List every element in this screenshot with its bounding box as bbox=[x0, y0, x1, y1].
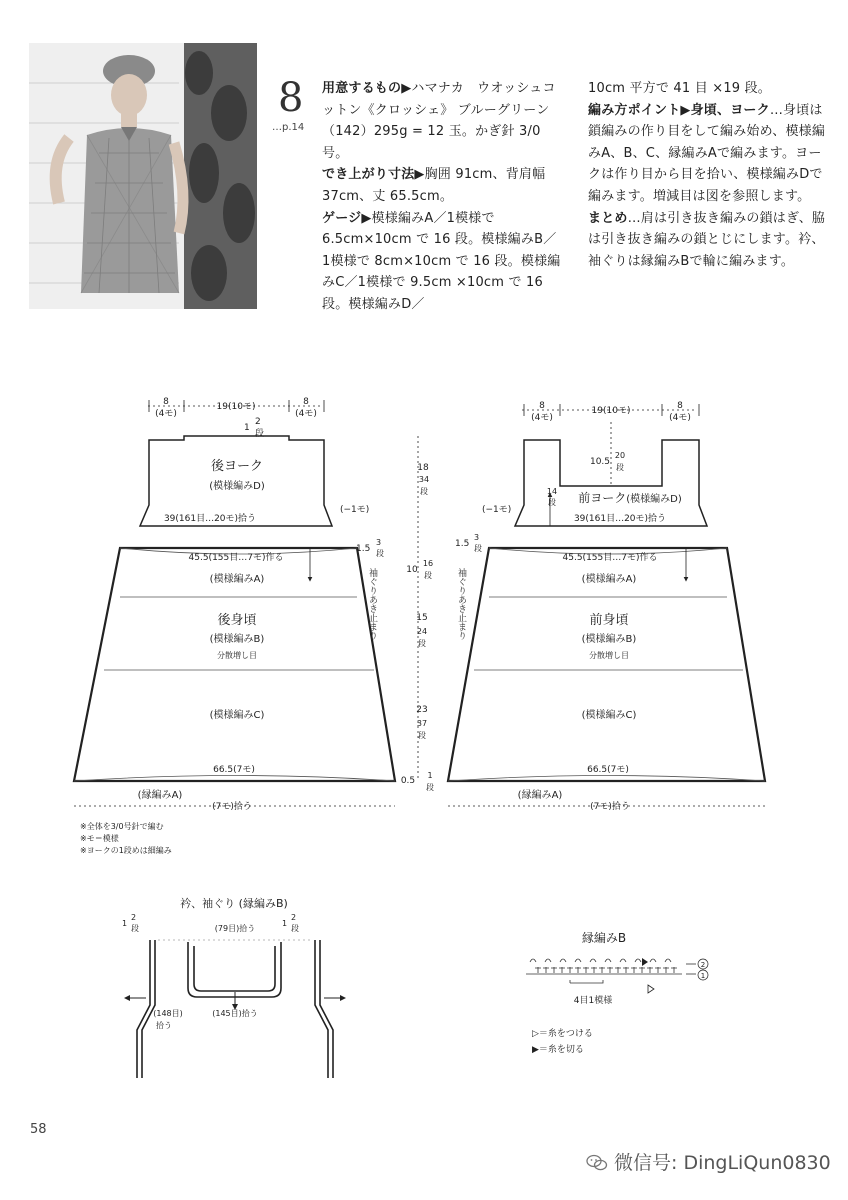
front-armhole-note: 袖ぐりあき止まり bbox=[456, 568, 466, 640]
back-hem-width: 66.5(7モ) bbox=[213, 765, 255, 775]
front-armhole-dan: 段 bbox=[474, 544, 482, 553]
edging-b-repeat: 4目1模様 bbox=[573, 996, 613, 1006]
back-inc-note: 分散増し目 bbox=[217, 651, 257, 660]
wechat-icon bbox=[586, 1154, 608, 1172]
note-3: ※ヨークの1段めは細編み bbox=[80, 846, 172, 855]
collar-rows-b-right: 2 bbox=[291, 913, 297, 922]
back-hem-pick: (7モ)拾う bbox=[212, 802, 252, 812]
back-hem-edge: (縁編みA) bbox=[137, 790, 183, 801]
page-number: 58 bbox=[30, 1122, 47, 1137]
back-armhole-note: 袖ぐりあき止まり bbox=[367, 568, 377, 640]
front-yoke-pick: 39(161目…20モ)拾う bbox=[573, 514, 667, 524]
back-armhole-rows: 3 bbox=[376, 538, 382, 547]
dim-a-height: 10 bbox=[406, 565, 418, 575]
edging-b-row1: 1 bbox=[700, 972, 706, 980]
back-top-left-dim: 8 bbox=[163, 397, 169, 407]
back-neck-rows-3: 段 bbox=[255, 429, 265, 439]
dim-a-rows: 16 bbox=[422, 559, 434, 568]
front-hem-width: 66.5(7モ) bbox=[587, 765, 629, 775]
collar-rows-c-left: 段 bbox=[131, 924, 139, 933]
legend-attach: ▷＝糸をつける bbox=[532, 1029, 593, 1039]
materials-label: 用意するもの▶ bbox=[322, 81, 412, 96]
back-top-mid-dim: 19(10モ) bbox=[216, 402, 256, 412]
finishing-label: まとめ bbox=[588, 210, 628, 226]
method-text: …身頃は鎖編みの作り目をして編み始め、模様編みA、B、C、縁編みAで編みます。ヨークは作り目から目を拾い、模様編みDで編みます。増減目は図を参照します。 bbox=[588, 102, 826, 204]
collar-neck-pick: (79目)拾う bbox=[214, 924, 256, 933]
front-chain-start: 45.5(155目…7モ)作る bbox=[562, 553, 658, 563]
collar-rows-b-left: 2 bbox=[131, 913, 137, 922]
back-yoke-title: 後ヨーク bbox=[210, 459, 264, 474]
dim-c-dan: 段 bbox=[418, 731, 426, 740]
front-body-title: 前身頃 bbox=[589, 613, 629, 628]
finished-size-label: でき上がり寸法▶ bbox=[322, 167, 425, 183]
back-top-left-sub: (4モ) bbox=[155, 409, 177, 419]
pattern-number: 8 bbox=[278, 75, 304, 121]
back-neck-rows-1: 1 bbox=[244, 423, 250, 433]
front-top-right-sub: (4モ) bbox=[669, 413, 691, 423]
armhole-pick-b: 拾う bbox=[156, 1021, 172, 1030]
dim-a-dan: 段 bbox=[424, 571, 432, 580]
front-top-mid-dim: 19(10モ) bbox=[591, 406, 631, 416]
page-reference: …p.14 bbox=[272, 122, 305, 133]
collar-title: 衿、袖ぐり (縁編みB) bbox=[180, 897, 288, 910]
finishing-text: …肩は引き抜き編みの鎖はぎ、脇は引き抜き編みの鎖とじにします。衿、袖ぐりは縁編みBで輪に編みます。 bbox=[588, 210, 826, 269]
dim-b-rows: 24 bbox=[416, 627, 428, 636]
dim-b-dan: 段 bbox=[418, 639, 426, 648]
dim-hem-dan: 段 bbox=[426, 783, 434, 792]
front-minus-mo: (−1モ) bbox=[482, 505, 512, 515]
method-label: 編み方ポイント▶身頃、ヨーク bbox=[588, 102, 770, 118]
gauge-text: 模様編みA／1模様で 6.5cm×10cm で 16 段。模様編みB／1模様で 8cm×10cm で 16 段。模様編みC／1模様で 9.5cm ×10cm で 16 段。模様編みD／ bbox=[322, 210, 561, 312]
dim-hem-height: 0.5 bbox=[400, 776, 416, 786]
note-2: ※モ＝模様 bbox=[80, 834, 119, 843]
front-pattern-c: (模様編みC) bbox=[581, 710, 637, 721]
front-hem-edge: (縁編みA) bbox=[517, 790, 563, 801]
front-top-left-sub: (4モ) bbox=[531, 413, 553, 423]
front-top-right-dim: 8 bbox=[677, 401, 683, 411]
collar-rows-a-left: 1 bbox=[122, 919, 128, 928]
gauge-continued: 10cm 平方で 41 目 ×19 段。 bbox=[588, 81, 771, 96]
back-yoke-pattern: (模様編みD) bbox=[209, 481, 265, 492]
watermark-text: 微信号: DingLiQun0830 bbox=[614, 1152, 831, 1174]
front-neck-depth: 10.5 bbox=[589, 457, 611, 467]
dim-b-height: 15 bbox=[416, 613, 428, 623]
watermark bbox=[586, 1148, 831, 1175]
collar-rows-a-right: 1 bbox=[282, 919, 288, 928]
back-pattern-a: (模様編みA) bbox=[209, 574, 265, 585]
front-armhole-rows: 3 bbox=[474, 533, 480, 542]
edging-b-title: 縁編みB bbox=[581, 931, 627, 945]
back-pattern-c: (模様編みC) bbox=[209, 710, 265, 721]
front-yoke-title-text: 前ヨーク bbox=[578, 491, 627, 505]
back-top-right-sub: (4モ) bbox=[295, 409, 317, 419]
front-inc-note: 分散増し目 bbox=[589, 651, 629, 660]
front-neck-rows: 20 bbox=[614, 451, 626, 460]
edging-b-attach-marker-icon bbox=[648, 985, 654, 993]
dim-yoke-rows: 34 bbox=[418, 475, 430, 484]
collar-lower-pick: (145目)拾う bbox=[212, 1009, 258, 1018]
front-armhole-top: 1.5 bbox=[455, 539, 470, 549]
note-1: ※全体を3/0号針で編む bbox=[80, 822, 164, 831]
dim-hem-rows: 1 bbox=[427, 771, 433, 780]
dim-c-rows: 37 bbox=[416, 719, 428, 728]
edging-b-chart bbox=[526, 959, 696, 983]
front-top-left-dim: 8 bbox=[539, 401, 545, 411]
edging-b-cut-marker-icon bbox=[642, 958, 648, 966]
front-pattern-b: (模様編みB) bbox=[581, 634, 637, 645]
back-neck-rows-2: 2 bbox=[255, 417, 261, 427]
dim-c-height: 23 bbox=[416, 705, 428, 715]
back-armhole-dan: 段 bbox=[376, 549, 384, 558]
front-side-rows: 14 bbox=[546, 487, 558, 496]
edging-b-row2: 2 bbox=[700, 961, 706, 969]
front-yoke-title bbox=[578, 491, 682, 505]
front-yoke-pattern: (模様編みD) bbox=[626, 494, 682, 505]
front-side-dan: 段 bbox=[548, 498, 556, 507]
front-neck-dan: 段 bbox=[616, 463, 624, 472]
back-yoke-pick: 39(161目…20モ)拾う bbox=[163, 514, 257, 524]
dim-yoke-height: 18 bbox=[417, 463, 429, 473]
back-body-title: 後身頃 bbox=[217, 613, 257, 628]
collar-rows-c-right: 段 bbox=[291, 924, 299, 933]
front-hem-pick: (7モ)拾う bbox=[590, 802, 630, 812]
back-top-right-dim: 8 bbox=[303, 397, 309, 407]
legend-cut: ▶＝糸を切る bbox=[532, 1045, 584, 1055]
back-minus-mo: (−1モ) bbox=[340, 505, 370, 515]
dim-yoke-dan: 段 bbox=[420, 487, 428, 496]
gauge-label: ゲージ▶ bbox=[322, 210, 372, 226]
back-chain-start: 45.5(155目…7モ)作る bbox=[188, 553, 284, 563]
materials-text: ハマナカ ウオッシュコットン《クロッシェ》 ブルーグリーン（142）295g = 12 玉。かぎ針 3/0 号。 bbox=[322, 81, 556, 161]
back-armhole-top: 1.5 bbox=[356, 544, 371, 554]
finished-size-text: 胸囲 91cm、背肩幅 37cm、丈 65.5cm。 bbox=[322, 167, 546, 204]
armhole-pick-a: (148目) bbox=[153, 1009, 183, 1018]
front-pattern-a: (模様編みA) bbox=[581, 574, 637, 585]
back-pattern-b: (模様編みB) bbox=[209, 634, 265, 645]
